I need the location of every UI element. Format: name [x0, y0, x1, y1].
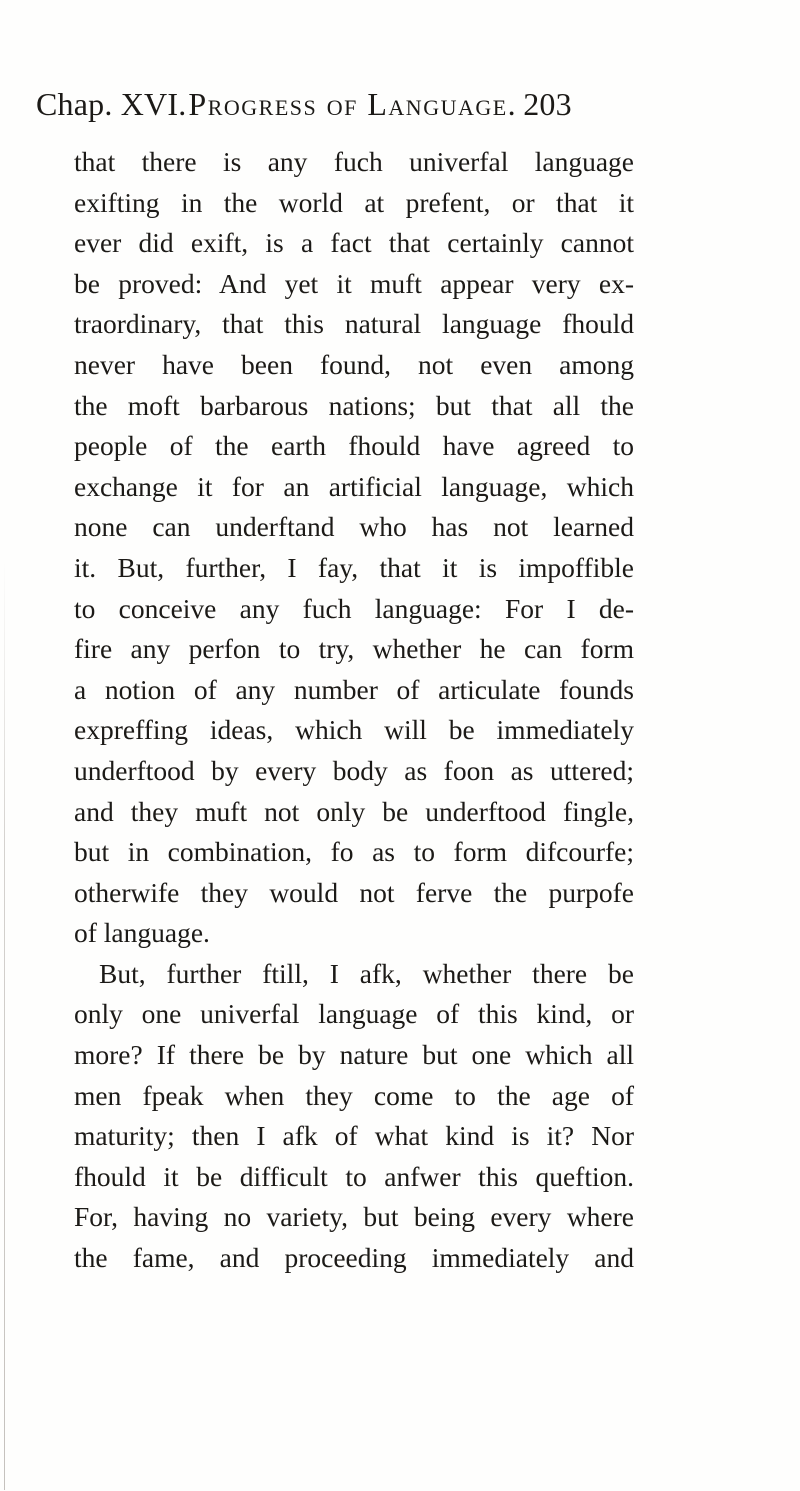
text-line: that there is any fuch univerfal language — [74, 146, 634, 177]
text-line: the moft barbarous nations; but that all the — [74, 389, 634, 421]
paragraph-start-line: But, further ftill, I afk, whether there be — [99, 957, 634, 989]
text-line: men fpeak when they come to the age of — [74, 1079, 634, 1111]
text-line: fire any perfon to try, whether he can form — [74, 633, 634, 665]
text-line: For, having no variety, but being every where — [74, 1201, 634, 1233]
text-line: exchange it for an artificial language, which — [74, 470, 634, 502]
text-line: only one univerfal language of this kind, or — [74, 998, 634, 1030]
text-line: people of the earth fhould have agreed to — [74, 430, 634, 462]
text-line: exifting in the world at prefent, or that it — [74, 186, 634, 218]
text-line: otherwife they would not ferve the purpofe — [74, 876, 634, 908]
text-line: ever did exift, is a fact that certainly cannot — [74, 227, 634, 259]
text-line: it. But, further, I fay, that it is impoffible — [74, 551, 634, 583]
text-line: a notion of any number of articulate founds — [74, 673, 634, 705]
text-line: to conceive any fuch language: For I de- — [74, 592, 634, 624]
page-gutter-shadow — [4, 560, 5, 1490]
running-title: Progress of Language. — [188, 86, 518, 122]
text-line: maturity; then I afk of what kind is it? Nor — [74, 1120, 634, 1152]
text-line: and they muft not only be underftood fingle, — [74, 795, 634, 827]
running-header — [36, 82, 776, 126]
text-line: the fame, and proceeding immediately and — [74, 1242, 634, 1274]
text-line: traordinary, that this natural language fhould — [74, 308, 634, 340]
text-line: more? If there be by nature but one which all — [74, 1039, 634, 1071]
paragraph-end-line: of language. — [74, 917, 210, 949]
text-line: expreffing ideas, which will be immediately — [74, 714, 634, 746]
text-line: none can underftand who has not learned — [74, 511, 634, 543]
text-line: underftood by every body as foon as uttered; — [74, 754, 634, 786]
page-number: 203 — [523, 86, 572, 122]
text-line: never have been found, not even among — [74, 348, 634, 380]
text-line: fhould it be difficult to anfwer this queftion. — [74, 1160, 634, 1192]
text-line: be proved: And yet it muft appear very ex- — [74, 267, 634, 299]
body-text — [74, 142, 634, 1279]
chapter-number: Chap. XVI. — [36, 86, 187, 122]
text-line: but in combination, fo as to form difcourfe; — [74, 836, 634, 868]
